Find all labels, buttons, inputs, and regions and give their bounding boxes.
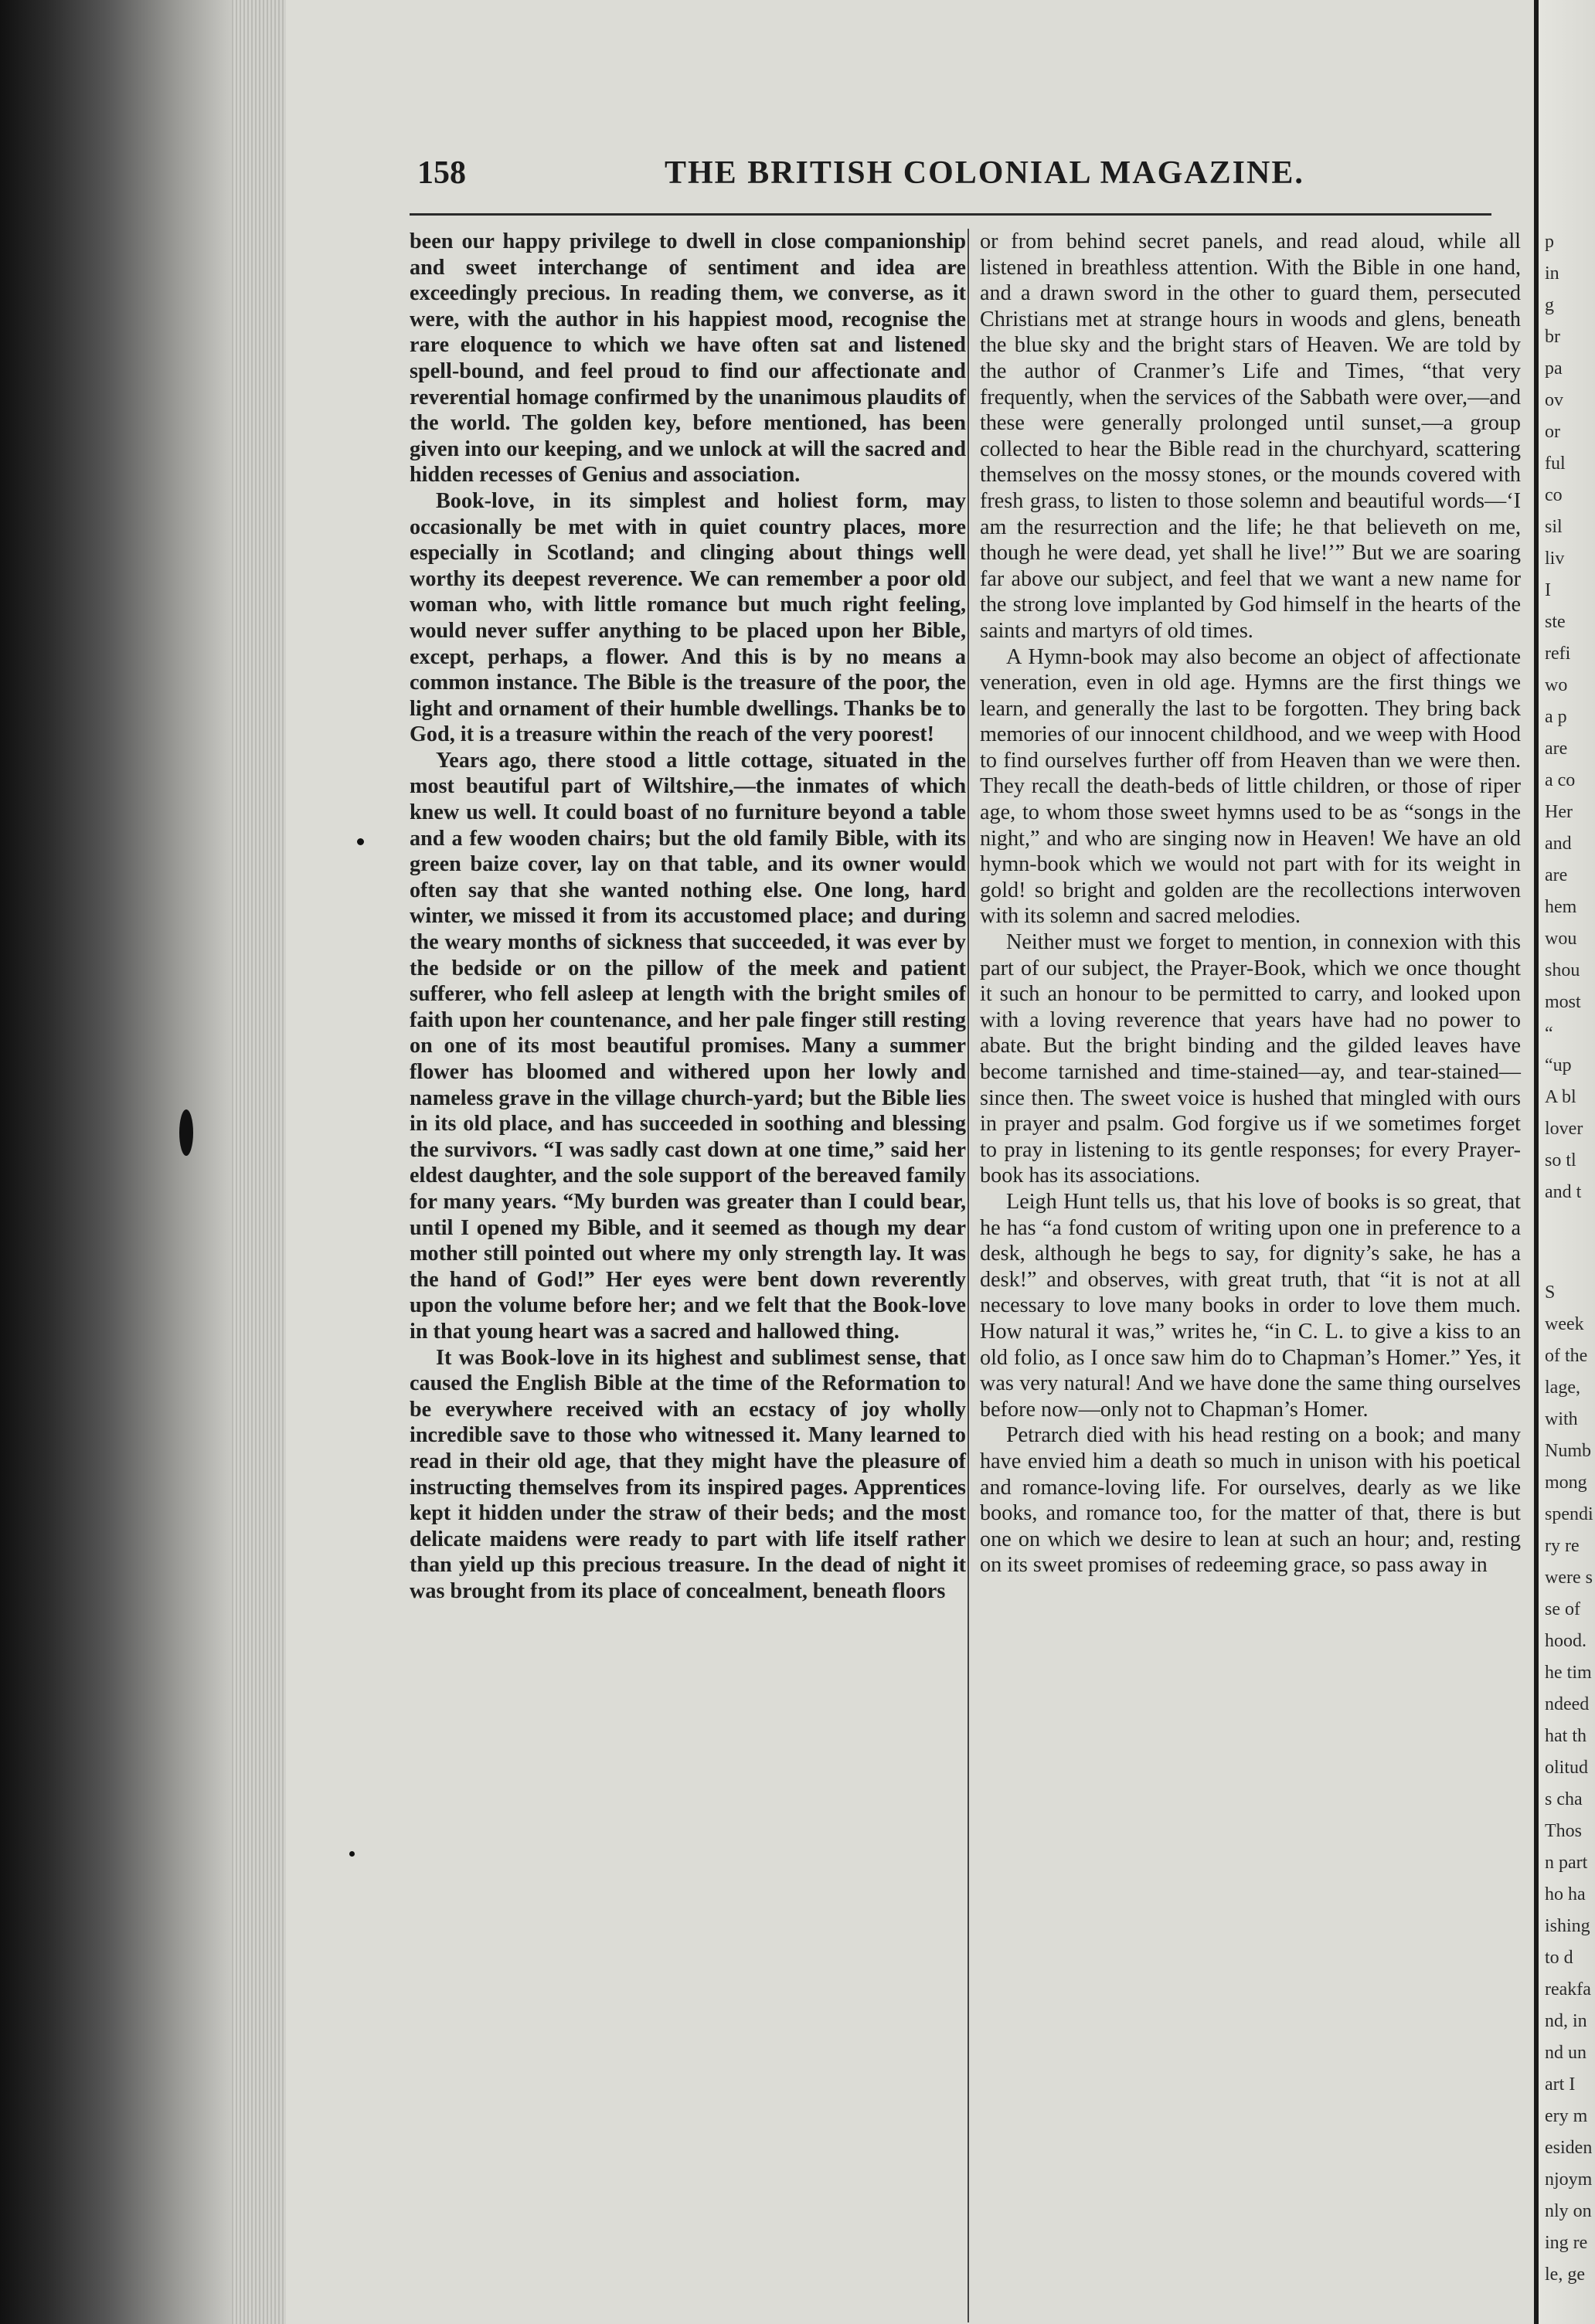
left-text-column: [410, 229, 966, 1604]
adjacent-page-fragment: le, ge: [1545, 2265, 1585, 2285]
adjacent-page-fragment: nd un: [1545, 2043, 1586, 2063]
adjacent-page-fragment: week: [1545, 1314, 1584, 1334]
adjacent-page-fragment: se of: [1545, 1599, 1580, 1619]
adjacent-page-fragment: wou: [1545, 929, 1577, 949]
adjacent-page-fragment: Thos: [1545, 1821, 1582, 1841]
adjacent-page-fragment: spendi: [1545, 1504, 1593, 1524]
adjacent-page-fragment: S: [1545, 1283, 1556, 1303]
adjacent-page-fragment: refi: [1545, 644, 1571, 664]
adjacent-page-fragment: or: [1545, 422, 1560, 442]
adjacent-page-fragment: s cha: [1545, 1789, 1583, 1809]
adjacent-page-fragment: ho ha: [1545, 1884, 1586, 1904]
adjacent-page-fragment: and t: [1545, 1182, 1582, 1202]
paragraph: or from behind secret panels, and read aloud, while all listened in breathless attention. With the Bible in one hand, and a drawn sword in the other to guard them, persecuted Christians met at strange hours in woods and glens, beneath the blue sky and the bright stars of Heaven. We are told by the author of Cranmer’s Life and Times, “that very frequently, when the services of the Sabbath were over,—and these were generally prolonged until sunset,—a group collected to hear the Bible read in the churchyard, scattering themselves on the mossy stones, or the mounds covered with fresh grass, to listen to those solemn and beautiful words—‘I am the resurrection and the life; he that believeth on me, though he were dead, yet shall he live!’” But we are soaring far above our subject, and feel that we want a new name for the strong love implanted by God himself in the hearts of the saints and martyrs of old times.: [980, 229, 1521, 643]
adjacent-page-fragment: ery m: [1545, 2106, 1588, 2126]
adjacent-page-fragment: hat th: [1545, 1726, 1586, 1746]
paragraph: It was Book-love in its highest and sublimest sense, that caused the English Bible at the time of the Reformation to be everywhere received with an ecstacy of joy wholly incredible save to those who witnessed it. Many learned to read in their old age, that they might have the pleasure of instructing themselves from its inspired pages. Apprentices kept it hidden under the straw of their beds; and the most delicate maidens were ready to part with life itself rather than yield up this precious treasure. In the dead of night it was brought from its place of concealment, beneath floors: [410, 1345, 966, 1603]
page-stack-edges: [232, 0, 286, 2324]
adjacent-page-fragment: co: [1545, 485, 1563, 505]
adjacent-page-fragment: a co: [1545, 770, 1576, 790]
adjacent-page-fragment: esiden: [1545, 2138, 1593, 2158]
paragraph: A Hymn-book may also become an object of affectionate veneration, even in old age. Hymns are the first things we learn, and generally the last to be forgotten. They bring back memories of our innocent childhood, and we weep with Hood to find ourselves further off from Heaven than we were then. They recall the death-beds of little children, or those of riper age, to whom those sweet hymns used to be as “songs in the night,” and who are singing now in Heaven! We have an old hymn-book which we would not part with for its weight in gold! so bright and golden are the recollections interwoven with its solemn and sacred melodies.: [980, 644, 1521, 929]
ink-speck: [357, 838, 364, 845]
paragraph: Leigh Hunt tells us, that his love of books is so great, that he has “a fond custom of writing upon one in preference to a desk, although he begs to say, for dignity’s sake, he has a desk!” and observes, with great truth, that “it is not at all necessary to love many books in order to love them much. How natural it was,” writes he, “in C. L. to give a kiss to an old folio, as I once saw him do to Chapman’s Homer.” Yes, it was very natural! And we have done the same thing ourselves before now—only not to Chapman’s Homer.: [980, 1189, 1521, 1422]
adjacent-page-fragment: with: [1545, 1409, 1578, 1429]
adjacent-page-fragment: nly on: [1545, 2201, 1592, 2221]
adjacent-page-fragment: olitud: [1545, 1758, 1589, 1778]
adjacent-page-fragment: and: [1545, 834, 1572, 854]
adjacent-page-fragment: are: [1545, 739, 1568, 759]
header-rule: [410, 213, 1491, 216]
adjacent-page-fragment: shou: [1545, 960, 1580, 980]
adjacent-page-fragment: ste: [1545, 612, 1566, 632]
adjacent-page-fragment: Numb: [1545, 1441, 1591, 1461]
adjacent-page-fragment: nd, in: [1545, 2011, 1587, 2031]
page-number: 158: [417, 155, 466, 191]
paragraph: been our happy privilege to dwell in close companionship and sweet interchange of sentiment and idea are exceedingly precious. In reading them, we converse, as it were, with the author in his happiest mood, recognise the rare eloquence to which we have often sat and listened spell-bound, and feel proud to find our affectionate and reverential homage confirmed by the unanimous plaudits of the world. The golden key, before mentioned, has been given into our keeping, and we unlock at will the sacred and hidden recesses of Genius and association.: [410, 229, 966, 488]
adjacent-page-fragment: ishing: [1545, 1916, 1590, 1936]
paragraph: Years ago, there stood a little cottage, situated in the most beautiful part of Wiltshire,—the inmates of which knew us well. It could boast of no furniture beyond a table and a few wooden chairs; but the old family Bible, with its green baize cover, lay on that table, and its owner would often say that she wanted nothing else. One long, hard winter, we missed it from its accustomed place; and during the weary months of sickness that succeeded, it was ever by the bedside or on the pillow of the meek and patient sufferer, who fell asleep at length with the bright smiles of faith upon her countenance, and her pale finger still resting on one of its most beautiful promises. Many a summer flower has bloomed and withered upon her lowly and nameless grave in the village church-yard; but the Bible lies in its old place, and has succeeded in soothing and blessing the survivors. “I was sadly cast down at one time,” said her eldest daughter, and the sole support of the bereaved family for many years. “My burden was greater than I could bear, until I opened my Bible, and it seemed as though my dear mother still pointed out where my only strength lay. It was the hand of God!” Her eyes were bent down reverently upon the volume before her; and we felt that the Book-love in that young heart was a sacred and hallowed thing.: [410, 748, 966, 1344]
adjacent-page-fragment: he tim: [1545, 1663, 1592, 1683]
ink-blot: [179, 1109, 193, 1156]
adjacent-page-fragment: most: [1545, 992, 1581, 1012]
adjacent-page-fragment: ry re: [1545, 1536, 1580, 1556]
adjacent-page-fragment: in: [1545, 263, 1559, 284]
adjacent-page-fragment: were s: [1545, 1568, 1593, 1588]
adjacent-page-fragment: sil: [1545, 517, 1563, 537]
adjacent-page-fragment: Her: [1545, 802, 1573, 822]
adjacent-page-fragment: n part: [1545, 1853, 1588, 1873]
adjacent-page-fragment: art I: [1545, 2074, 1576, 2095]
adjacent-page-fragment: g: [1545, 295, 1554, 315]
adjacent-page-fragment: pa: [1545, 358, 1563, 379]
adjacent-page-fragment: ov: [1545, 390, 1563, 410]
adjacent-page-fragment: hood.: [1545, 1631, 1586, 1651]
adjacent-page-fragment: br: [1545, 327, 1560, 347]
adjacent-page-edge: [1534, 0, 1595, 2324]
adjacent-page-fragment: a p: [1545, 707, 1567, 727]
paragraph: Neither must we forget to mention, in connexion with this part of our subject, the Prayer-Book, which we once thought it such an honour to be permitted to carry, and looked upon with a loving reverence that years have had no power to abate. But the bright binding and the gilded leaves have become tarnished and time-stained—ay, and tear-stained—since then. The sweet voice is hushed that mingled with ours in prayer and psalm. God forgive us if we sometimes forget to pray in listening to its gentle responses; for every Prayer-book has its associations.: [980, 930, 1521, 1188]
adjacent-page-fragment: “up: [1545, 1055, 1572, 1075]
adjacent-page-fragment: reakfa: [1545, 1979, 1591, 2000]
ink-speck: [349, 1851, 355, 1857]
adjacent-page-fragment: p: [1545, 232, 1554, 252]
running-title: THE BRITISH COLONIAL MAGAZINE.: [665, 155, 1304, 191]
adjacent-page-fragment: lover: [1545, 1119, 1583, 1139]
page-header: [417, 155, 1546, 201]
paragraph: Petrarch died with his head resting on a book; and many have envied him a death so much in unison with his poetical and romance-loving life. For ourselves, dearly as we like books, and romance too, for the matter of that, there is but one on which we desire to lean at such an hour; and, resting on its sweet promises of redeeming grace, so pass away in: [980, 1423, 1521, 1578]
adjacent-page-fragment: I: [1545, 580, 1551, 600]
adjacent-page-fragment: njoym: [1545, 2169, 1593, 2190]
adjacent-page-fragment: to d: [1545, 1948, 1573, 1968]
adjacent-page-fragment: A bl: [1545, 1087, 1576, 1107]
adjacent-page-fragment: mong: [1545, 1473, 1587, 1493]
adjacent-page-fragment: so tl: [1545, 1150, 1576, 1170]
adjacent-page-fragment: lage,: [1545, 1378, 1580, 1398]
column-divider: [968, 229, 969, 2322]
adjacent-page-fragment: ful: [1545, 454, 1566, 474]
paragraph: Book-love, in its simplest and holiest form, may occasionally be met with in quiet country places, more especially in Scotland; and clinging about things well worthy its deepest reverence. We can remember a poor old woman who, with little romance but much right feeling, would never suffer anything to be placed upon her Bible, except, perhaps, a flower. And this is by no means a common instance. The Bible is the treasure of the poor, the light and ornament of their humble dwellings. Thanks be to God, it is a treasure within the reach of the very poorest!: [410, 488, 966, 747]
book-binding-gutter: [0, 0, 232, 2324]
adjacent-page-fragment: “: [1545, 1024, 1553, 1044]
right-text-column: [980, 229, 1521, 1578]
adjacent-page-fragment: hem: [1545, 897, 1577, 917]
adjacent-page-fragment: of the: [1545, 1346, 1588, 1366]
adjacent-page-fragment: ndeed: [1545, 1694, 1590, 1714]
adjacent-page-fragment: are: [1545, 865, 1568, 885]
adjacent-page-fragment: wo: [1545, 675, 1568, 695]
adjacent-page-fragment: liv: [1545, 549, 1565, 569]
adjacent-page-fragment: ing re: [1545, 2233, 1588, 2253]
